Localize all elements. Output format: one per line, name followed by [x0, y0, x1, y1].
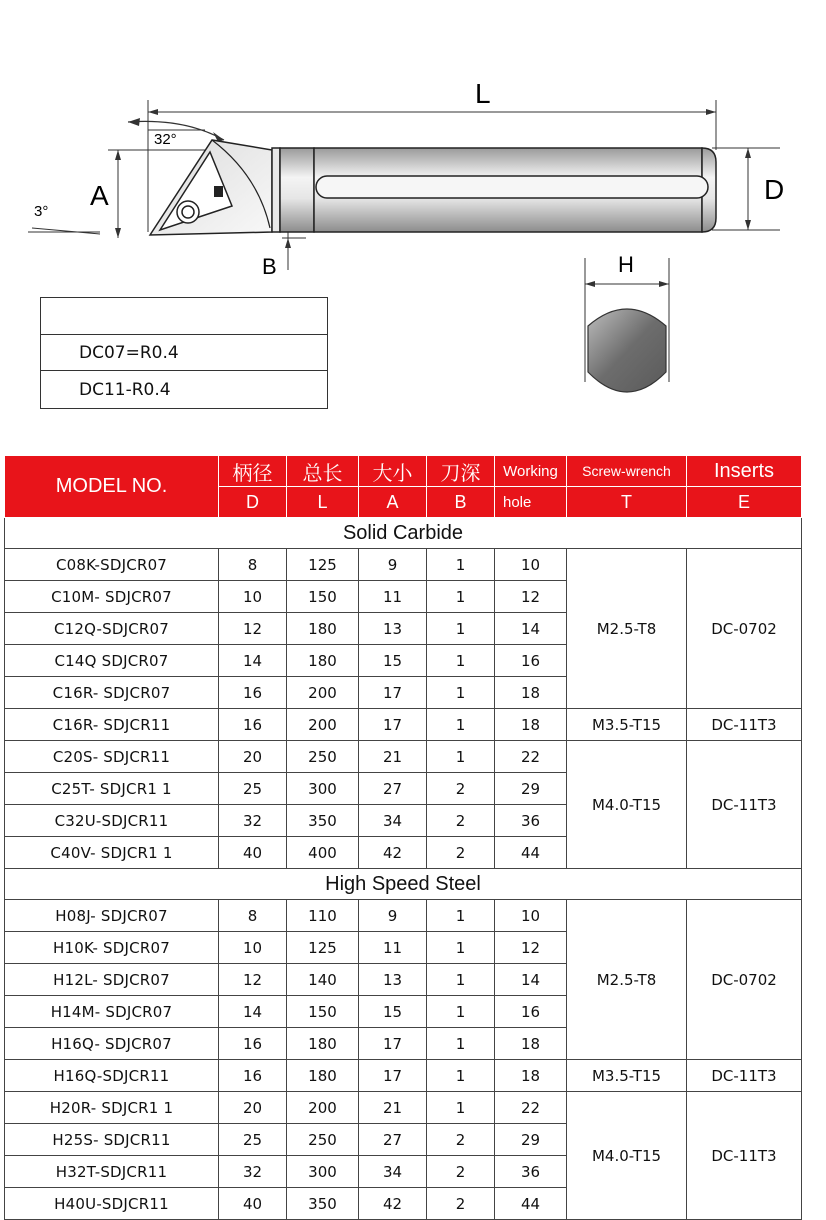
cell-A: 15: [359, 645, 427, 677]
col-header-D: D: [219, 487, 287, 518]
model-cell: C16R- SDJCR07: [5, 677, 219, 709]
cell-L: 125: [287, 932, 359, 964]
cell-B: 1: [427, 709, 495, 741]
cell-hole: 10: [495, 549, 567, 581]
cell-A: 21: [359, 1092, 427, 1124]
cell-D: 20: [219, 1092, 287, 1124]
cell-L: 200: [287, 1092, 359, 1124]
col-header-A: A: [359, 487, 427, 518]
cell-B: 2: [427, 1188, 495, 1220]
cell-insert: DC-11T3: [687, 1060, 802, 1092]
model-header: MODEL NO.: [5, 456, 219, 518]
spec-table: [4, 455, 802, 1220]
model-cell: C16R- SDJCR11: [5, 709, 219, 741]
cell-L: 180: [287, 613, 359, 645]
cell-A: 42: [359, 837, 427, 869]
cell-L: 350: [287, 1188, 359, 1220]
tool-head: [150, 140, 280, 235]
cell-L: 250: [287, 1124, 359, 1156]
cell-B: 1: [427, 613, 495, 645]
cell-D: 16: [219, 1028, 287, 1060]
model-cell: C40V- SDJCR1 1: [5, 837, 219, 869]
cell-D: 16: [219, 677, 287, 709]
cell-D: 12: [219, 964, 287, 996]
model-cell: H16Q-SDJCR11: [5, 1060, 219, 1092]
cell-insert: DC-0702: [687, 549, 802, 709]
cell-hole: 18: [495, 1060, 567, 1092]
table-row: [5, 1092, 802, 1124]
cell-A: 42: [359, 1188, 427, 1220]
cell-A: 27: [359, 1124, 427, 1156]
cell-hole: 18: [495, 677, 567, 709]
cell-screw-wrench: M3.5-T15: [567, 709, 687, 741]
cell-D: 40: [219, 837, 287, 869]
cell-hole: 29: [495, 1124, 567, 1156]
cell-B: 2: [427, 773, 495, 805]
cell-insert: DC-0702: [687, 900, 802, 1060]
cell-hole: 10: [495, 900, 567, 932]
cell-D: 32: [219, 1156, 287, 1188]
table-row: [5, 1060, 802, 1092]
cell-L: 200: [287, 677, 359, 709]
radius-row-dc11: DC11-R0.4: [41, 370, 327, 408]
col-header-inserts: Inserts: [687, 456, 802, 487]
cell-B: 1: [427, 996, 495, 1028]
model-cell: C10M- SDJCR07: [5, 581, 219, 613]
cell-B: 2: [427, 805, 495, 837]
cell-insert: DC-11T3: [687, 1092, 802, 1220]
model-cell: C08K-SDJCR07: [5, 549, 219, 581]
cell-L: 300: [287, 1156, 359, 1188]
cell-B: 1: [427, 1028, 495, 1060]
cell-D: 8: [219, 549, 287, 581]
cell-D: 20: [219, 741, 287, 773]
cell-hole: 18: [495, 1028, 567, 1060]
cell-hole: 16: [495, 645, 567, 677]
cell-D: 40: [219, 1188, 287, 1220]
cell-B: 1: [427, 1060, 495, 1092]
model-cell: H32T-SDJCR11: [5, 1156, 219, 1188]
corner-radius-box: [40, 297, 328, 409]
model-cell: H20R- SDJCR1 1: [5, 1092, 219, 1124]
cell-A: 17: [359, 677, 427, 709]
cross-section: [585, 258, 669, 392]
cell-L: 180: [287, 645, 359, 677]
model-cell: H40U-SDJCR11: [5, 1188, 219, 1220]
cell-A: 13: [359, 964, 427, 996]
cell-A: 17: [359, 1028, 427, 1060]
label-D: D: [764, 174, 785, 205]
cell-screw-wrench: M4.0-T15: [567, 741, 687, 869]
cell-screw-wrench: M2.5-T8: [567, 549, 687, 709]
cell-hole: 44: [495, 1188, 567, 1220]
cell-D: 10: [219, 932, 287, 964]
col-header-size-cn: 大小: [359, 456, 427, 487]
cell-hole: 12: [495, 581, 567, 613]
cell-insert: DC-11T3: [687, 741, 802, 869]
model-cell: C12Q-SDJCR07: [5, 613, 219, 645]
model-cell: C14Q SDJCR07: [5, 645, 219, 677]
model-cell: H16Q- SDJCR07: [5, 1028, 219, 1060]
cell-A: 17: [359, 709, 427, 741]
cell-A: 13: [359, 613, 427, 645]
header-row-top: [5, 456, 802, 487]
label-H: H: [618, 252, 634, 277]
cell-L: 110: [287, 900, 359, 932]
col-header-depth-cn: 刀深: [427, 456, 495, 487]
cell-L: 150: [287, 581, 359, 613]
cell-B: 2: [427, 837, 495, 869]
col-header-diameter-cn: 柄径: [219, 456, 287, 487]
table-row: [5, 900, 802, 932]
col-header-L: L: [287, 487, 359, 518]
cell-B: 1: [427, 1092, 495, 1124]
col-header-T: T: [567, 487, 687, 518]
cell-B: 1: [427, 741, 495, 773]
col-header-screw-wrench: Screw-wrench: [567, 456, 687, 487]
cell-A: 34: [359, 1156, 427, 1188]
cell-L: 125: [287, 549, 359, 581]
cell-L: 200: [287, 709, 359, 741]
model-cell: H12L- SDJCR07: [5, 964, 219, 996]
cell-D: 14: [219, 996, 287, 1028]
table-body: [5, 518, 802, 1220]
col-header-E: E: [687, 487, 802, 518]
cell-hole: 12: [495, 932, 567, 964]
model-cell: H08J- SDJCR07: [5, 900, 219, 932]
angle-3: [28, 228, 100, 234]
cell-A: 27: [359, 773, 427, 805]
model-cell: H25S- SDJCR11: [5, 1124, 219, 1156]
radius-row-empty: [41, 297, 327, 334]
cell-A: 15: [359, 996, 427, 1028]
group-row: [5, 869, 802, 900]
label-A: A: [90, 180, 109, 211]
table-row: [5, 741, 802, 773]
col-header-B: B: [427, 487, 495, 518]
cell-B: 1: [427, 932, 495, 964]
col-header-working: Working: [495, 456, 567, 487]
cell-L: 180: [287, 1028, 359, 1060]
cell-A: 21: [359, 741, 427, 773]
cell-L: 140: [287, 964, 359, 996]
cell-L: 300: [287, 773, 359, 805]
cell-D: 10: [219, 581, 287, 613]
table-row: [5, 709, 802, 741]
cell-L: 400: [287, 837, 359, 869]
model-cell: H14M- SDJCR07: [5, 996, 219, 1028]
cell-D: 32: [219, 805, 287, 837]
tool-shank: [280, 148, 716, 232]
cell-screw-wrench: M4.0-T15: [567, 1092, 687, 1220]
model-cell: H10K- SDJCR07: [5, 932, 219, 964]
cell-D: 25: [219, 773, 287, 805]
cell-D: 16: [219, 709, 287, 741]
cell-D: 12: [219, 613, 287, 645]
cell-hole: 16: [495, 996, 567, 1028]
group-title: Solid Carbide: [5, 518, 802, 549]
cell-D: 25: [219, 1124, 287, 1156]
label-B: B: [262, 254, 277, 279]
cell-hole: 29: [495, 773, 567, 805]
cell-B: 2: [427, 1156, 495, 1188]
cell-A: 9: [359, 900, 427, 932]
cell-A: 34: [359, 805, 427, 837]
cell-screw-wrench: M2.5-T8: [567, 900, 687, 1060]
cell-L: 180: [287, 1060, 359, 1092]
label-L: L: [475, 78, 491, 109]
cell-insert: DC-11T3: [687, 709, 802, 741]
group-title: High Speed Steel: [5, 869, 802, 900]
model-cell: C32U-SDJCR11: [5, 805, 219, 837]
cell-L: 150: [287, 996, 359, 1028]
cell-B: 1: [427, 677, 495, 709]
cell-A: 17: [359, 1060, 427, 1092]
model-cell: C20S- SDJCR11: [5, 741, 219, 773]
group-row: [5, 518, 802, 549]
cell-D: 14: [219, 645, 287, 677]
label-angle-3: 3°: [34, 203, 49, 220]
cell-hole: 22: [495, 1092, 567, 1124]
cell-B: 2: [427, 1124, 495, 1156]
cell-hole: 22: [495, 741, 567, 773]
cell-A: 11: [359, 932, 427, 964]
col-header-hole: hole: [495, 487, 567, 518]
cell-screw-wrench: M3.5-T15: [567, 1060, 687, 1092]
cell-B: 1: [427, 645, 495, 677]
cell-hole: 14: [495, 613, 567, 645]
cell-A: 9: [359, 549, 427, 581]
cell-hole: 14: [495, 964, 567, 996]
cell-B: 1: [427, 581, 495, 613]
cell-D: 16: [219, 1060, 287, 1092]
cell-B: 1: [427, 549, 495, 581]
cell-hole: 36: [495, 805, 567, 837]
radius-row-dc07: DC07=R0.4: [41, 334, 327, 370]
cell-B: 1: [427, 964, 495, 996]
cell-B: 1: [427, 900, 495, 932]
label-angle-32: 32°: [154, 131, 177, 148]
cell-hole: 44: [495, 837, 567, 869]
col-header-length-cn: 总长: [287, 456, 359, 487]
cell-hole: 18: [495, 709, 567, 741]
cell-A: 11: [359, 581, 427, 613]
cell-L: 250: [287, 741, 359, 773]
cell-L: 350: [287, 805, 359, 837]
model-cell: C25T- SDJCR1 1: [5, 773, 219, 805]
table-row: [5, 549, 802, 581]
cell-D: 8: [219, 900, 287, 932]
cell-hole: 36: [495, 1156, 567, 1188]
